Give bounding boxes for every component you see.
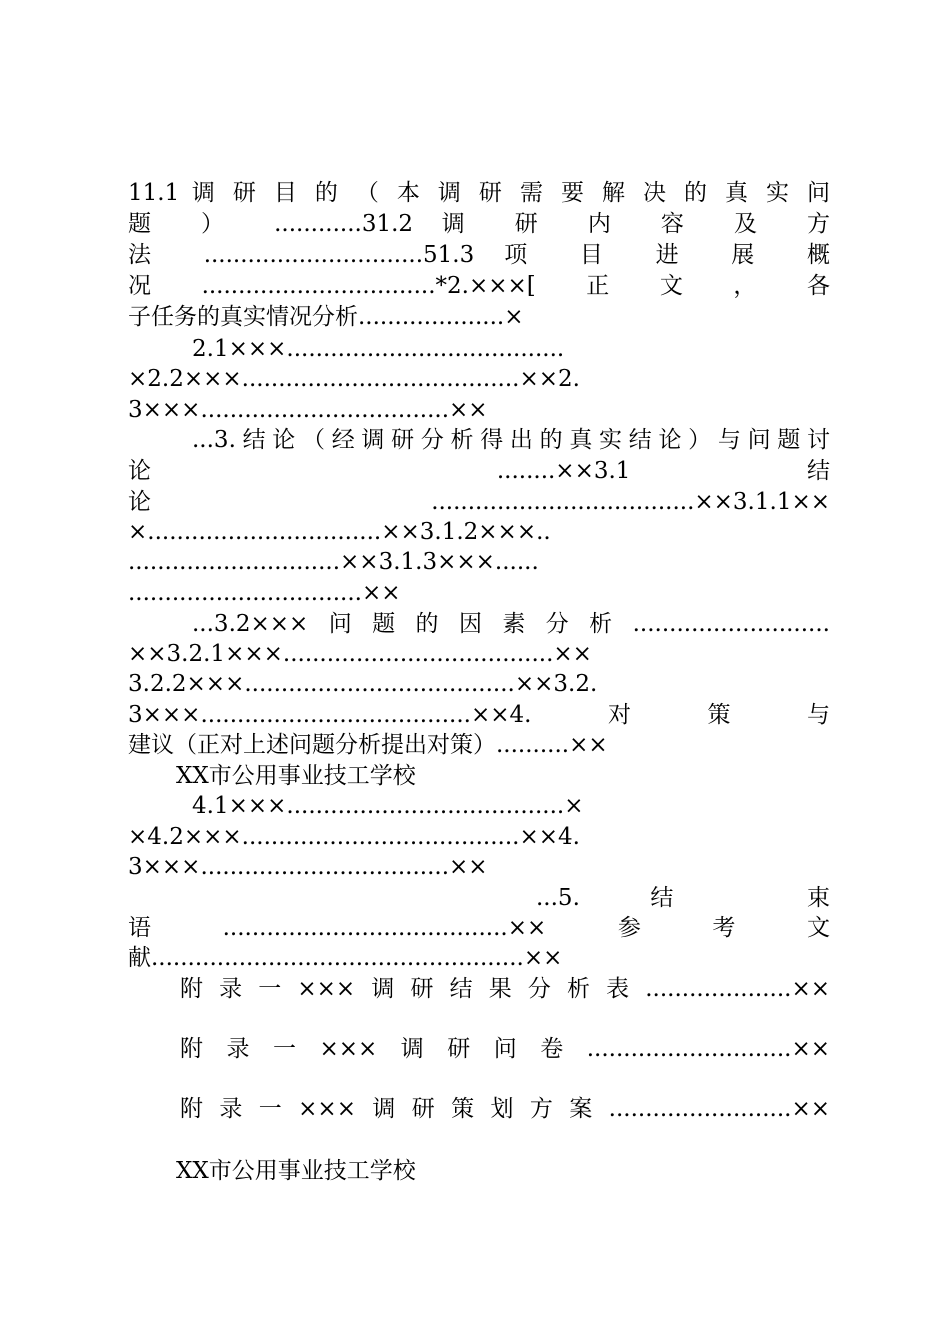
toc-line-3: 法 ..............................51.3 项 目 进 展 概 (128, 242, 830, 268)
toc-line-8: 3×××..................................×× (128, 397, 488, 423)
appendix-line-1: 附录一×××调研结果分析表....................×× (180, 976, 830, 1002)
toc-line-22: 3×××..................................×× (128, 854, 488, 880)
appendix-line-2: 附录一×××调研问卷............................×× (180, 1036, 830, 1062)
toc-line-19: 建议（正对上述问题分析提出对策）..........×× (128, 732, 608, 758)
toc-line-13: .............................××3.1.3×××...... (128, 549, 539, 575)
toc-line-2: 题 ） ............31.2 调 研 内 容 及 方 (128, 211, 830, 237)
toc-line-25: 献...................................................×× (128, 945, 563, 971)
school-name-footer-1: XX市公用事业技工学校 (176, 763, 416, 789)
toc-line-17: 3.2.2×××.....................................××3.2. (128, 671, 598, 697)
toc-line-16: ××3.2.1×××.....................................×× (128, 641, 592, 667)
toc-line-4: 况................................*2.×××[正文，各 (128, 273, 830, 299)
toc-line-20: 4.1×××......................................× (192, 793, 584, 819)
toc-line-7: ×2.2×××......................................××2. (128, 366, 580, 392)
toc-line-12: ×................................××3.1.2×××.. (128, 519, 551, 545)
toc-line-11: 论....................................××3.1.1×× (128, 489, 830, 515)
toc-line-9: ...3.结论（经调研分析得出的真实结论）与问题讨 (192, 427, 830, 453)
toc-line-18: 3×××.....................................××4.对策与 (128, 702, 830, 728)
toc-line-1: 11.1 调 研 目 的 （ 本 调 研 需 要 解 决 的 真 实 问 (128, 180, 830, 206)
school-name-footer-2: XX市公用事业技工学校 (176, 1158, 416, 1184)
toc-line-10: 论 ........××3.1 结 (128, 458, 830, 484)
appendix-line-3: 附录一×××调研策划方案.........................×× (180, 1096, 830, 1122)
toc-line-24: 语.......................................××参考文 (128, 915, 830, 941)
toc-line-15: ...3.2×××问题的因素分析........................... (192, 611, 830, 637)
toc-line-5: 子任务的真实情况分析....................× (128, 304, 524, 330)
toc-line-21: ×4.2×××......................................××4. (128, 824, 580, 850)
toc-line-14: ................................×× (128, 580, 401, 606)
toc-line-23: ...5. 结 束 (536, 885, 830, 911)
toc-line-6: 2.1×××...................................... (192, 336, 565, 362)
